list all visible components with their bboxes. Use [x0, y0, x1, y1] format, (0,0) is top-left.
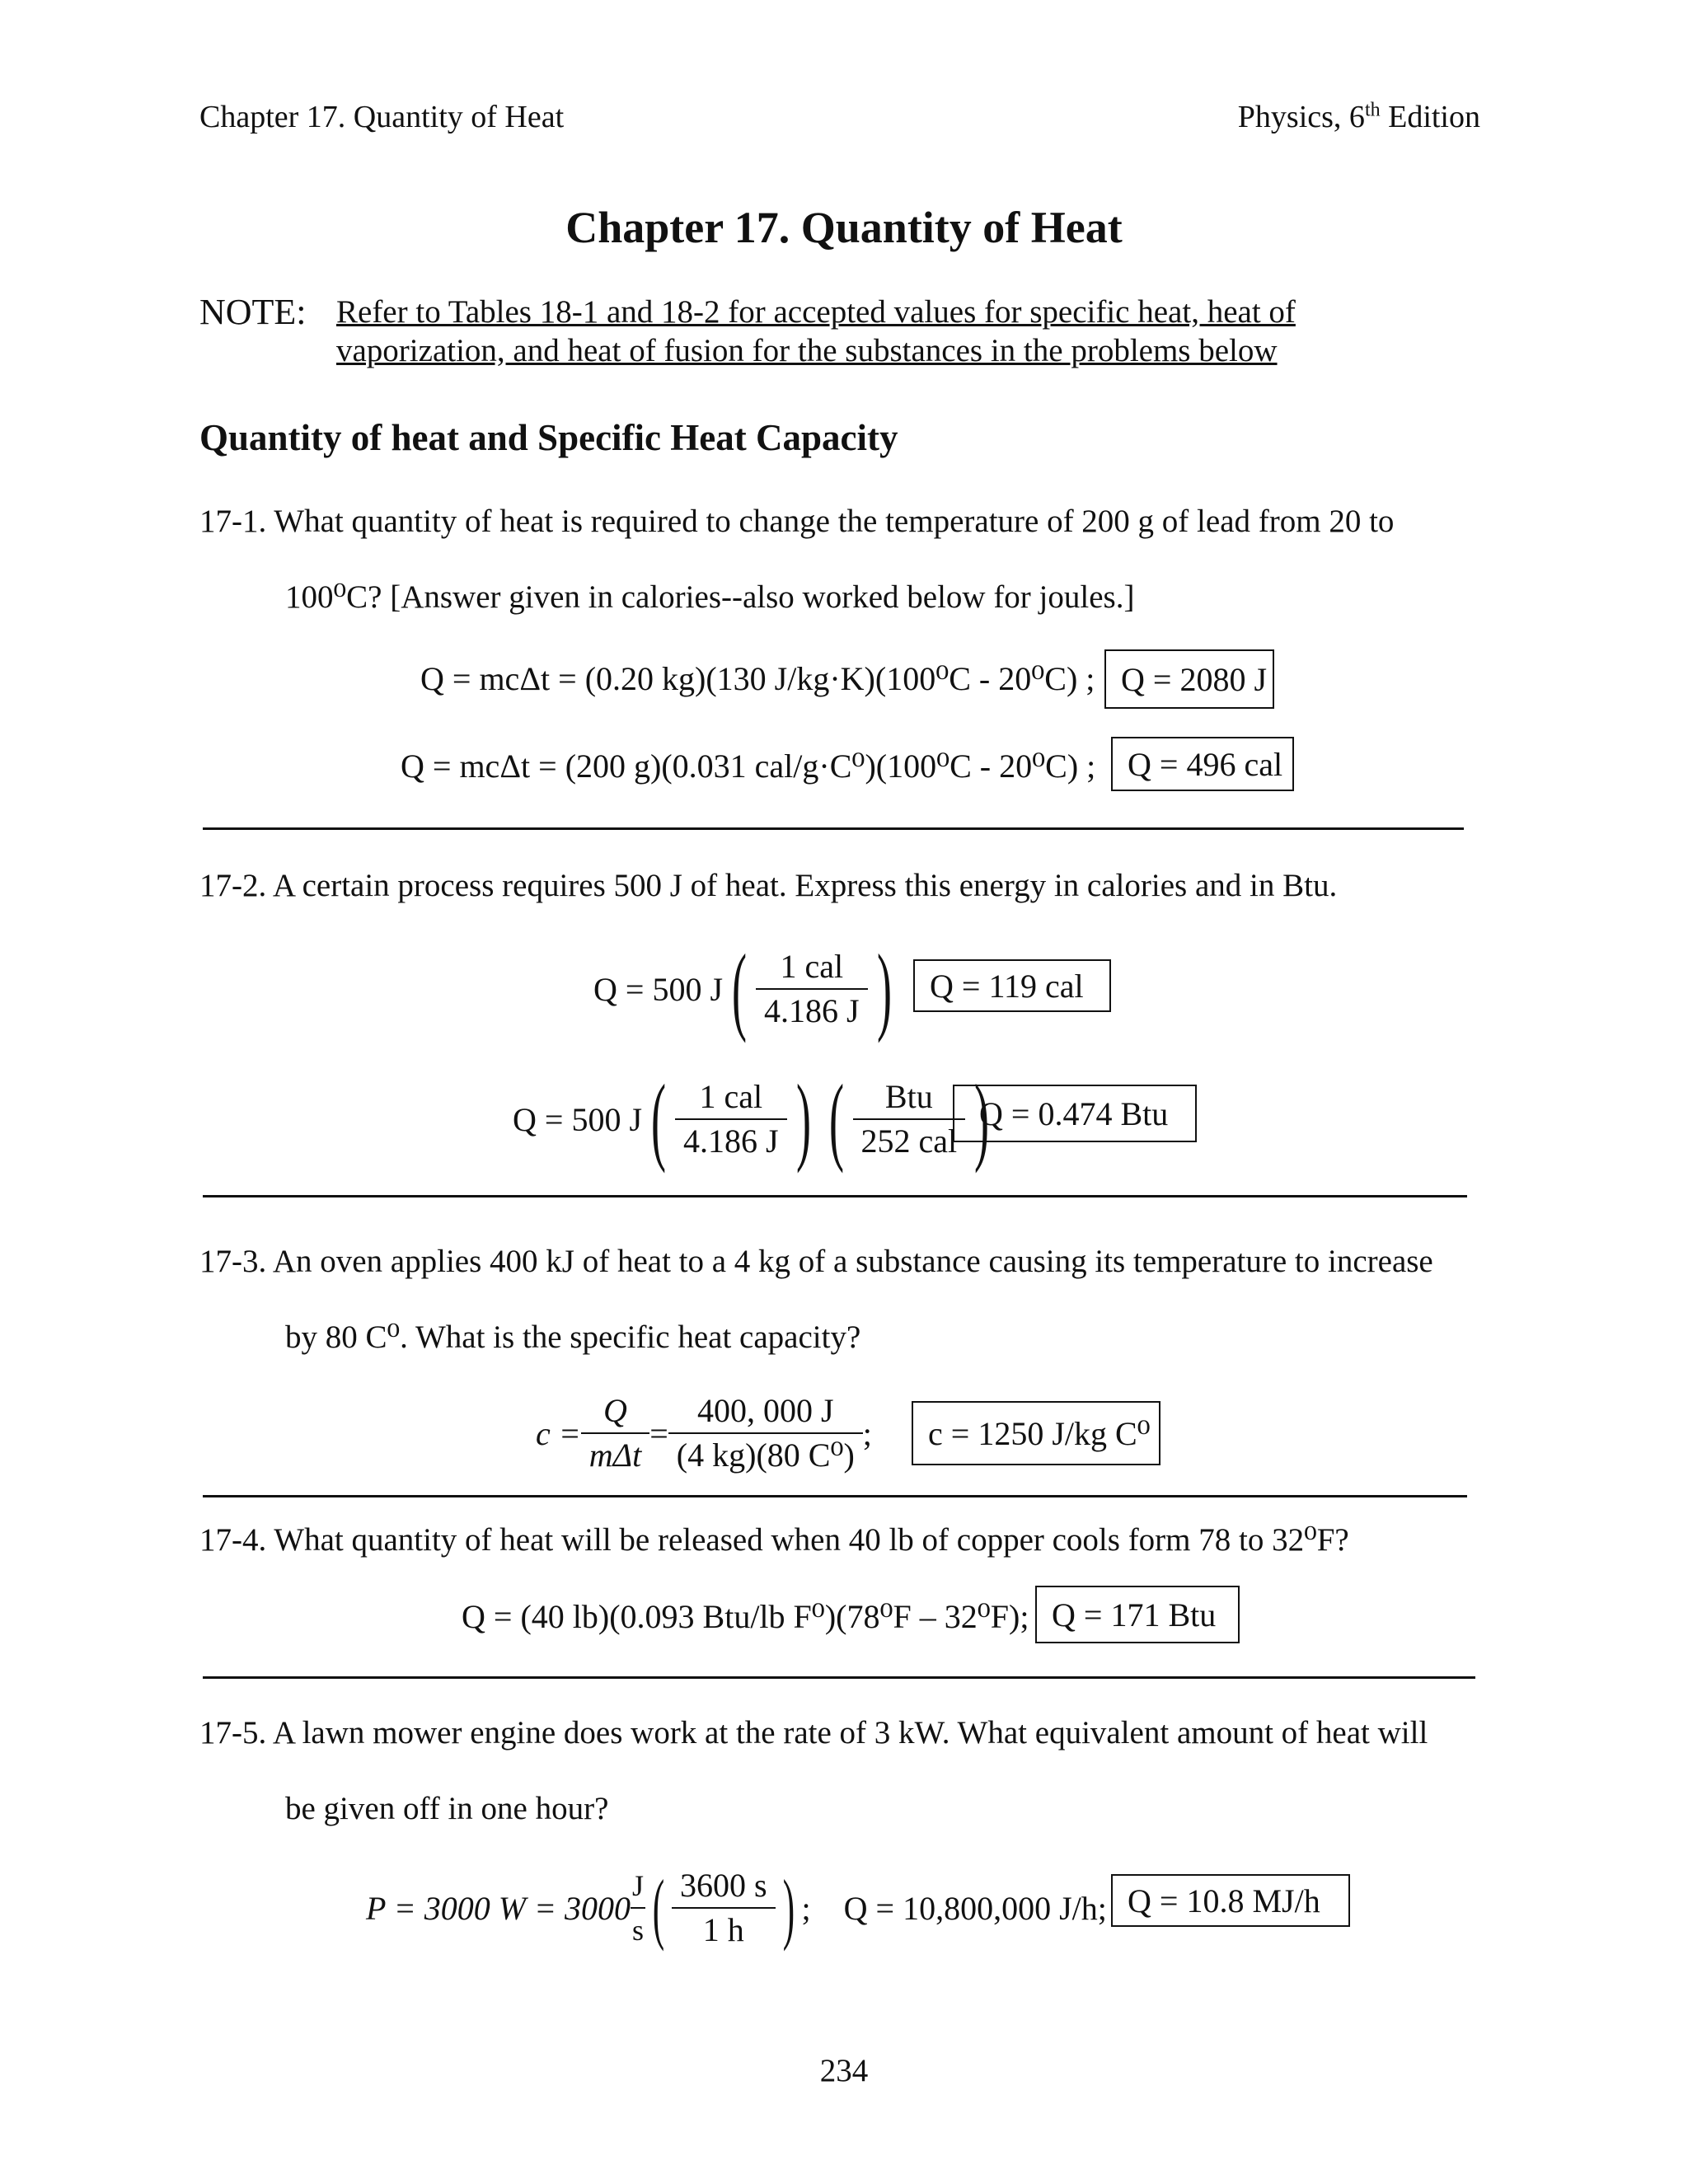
edition-text: Physics, 6	[1237, 100, 1365, 134]
fraction	[756, 945, 868, 1033]
conversion-fraction	[672, 1864, 776, 1952]
fraction-2	[668, 1390, 863, 1477]
problem-17-5-equation	[366, 1864, 1107, 1952]
problem-17-1-line-2: 100⁰C? [Answer given in calories--also worked below for joules.]	[285, 579, 1135, 615]
unit-fraction	[631, 1864, 645, 1952]
problem-17-2-equation-btu	[513, 1064, 998, 1174]
fraction-denominator: s	[632, 1914, 645, 1947]
problem-17-1-equation-joules: Q = mcΔt = (0.20 kg)(130 J/kg·K)(100⁰C - 20⁰C) ;	[420, 660, 1095, 697]
edition-suffix: Edition	[1380, 100, 1480, 134]
fraction-denominator: 4.186 J	[763, 992, 860, 1029]
left-paren: (	[732, 934, 747, 1043]
problem-17-1-answer-calories: Q = 496 cal	[1111, 737, 1294, 791]
fraction-denominator: (4 kg)(80 C⁰)	[676, 1436, 855, 1474]
section-heading: Quantity of heat and Specific Heat Capacity	[199, 417, 898, 458]
problem-17-3-line-1: 17-3. An oven applies 400 kJ of heat to a 4 kg of a substance causing its temperature to increase	[199, 1244, 1433, 1279]
divider	[203, 1676, 1475, 1679]
fraction-numerator: Btu	[853, 1076, 966, 1120]
fraction-numerator: 1 cal	[756, 945, 868, 990]
eq-lhs: c =	[536, 1414, 581, 1452]
fraction-numerator: 1 cal	[675, 1076, 787, 1120]
eq-lhs: Q = 500 J	[593, 970, 724, 1008]
left-paren: (	[652, 1863, 665, 1952]
problem-17-2-line-1: 17-2. A certain process requires 500 J of heat. Express this energy in calories and in Btu.	[199, 868, 1338, 903]
fraction-2	[853, 1076, 966, 1163]
equals-sign: =	[649, 1414, 668, 1452]
problem-17-3-line-2: by 80 C⁰. What is the specific heat capacity?	[285, 1319, 861, 1355]
problem-17-2-equation-calories	[593, 934, 901, 1043]
semicolon: ;	[862, 1414, 872, 1452]
fraction-numerator: Q	[581, 1390, 649, 1434]
problem-17-4-equation: Q = (40 lb)(0.093 Btu/lb F⁰)(78⁰F – 32⁰F);	[462, 1598, 1029, 1635]
note-line-1: Refer to Tables 18-1 and 18-2 for accepted values for specific heat, heat of	[336, 294, 1296, 330]
problem-17-1-equation-calories: Q = mcΔt = (200 g)(0.031 cal/g·C⁰)(100⁰C - 20⁰C) ;	[401, 748, 1096, 785]
fraction-denominator: 4.186 J	[682, 1122, 779, 1160]
problem-17-3-answer: c = 1250 J/kg C⁰	[912, 1401, 1160, 1465]
page-number: 234	[819, 2053, 869, 2088]
note-label: NOTE:	[199, 292, 307, 332]
problem-17-5-line-2: be given off in one hour?	[285, 1791, 609, 1826]
eq-lhs: Q = 500 J	[513, 1100, 643, 1138]
problem-17-2-answer-btu: Q = 0.474 Btu	[953, 1085, 1197, 1142]
divider	[203, 827, 1464, 830]
divider	[203, 1495, 1467, 1497]
problem-17-3-equation	[536, 1390, 872, 1477]
note-line-2: vaporization, and heat of fusion for the substances in the problems below	[336, 333, 1278, 368]
running-header-left: Chapter 17. Quantity of Heat	[199, 100, 565, 134]
fraction-1	[675, 1076, 787, 1163]
problem-17-1-answer-joules: Q = 2080 J	[1104, 649, 1274, 709]
fraction-1	[581, 1390, 649, 1477]
fraction-numerator: 400, 000 J	[668, 1390, 863, 1434]
problem-17-5-line-1: 17-5. A lawn mower engine does work at the rate of 3 kW. What equivalent amount of heat will	[199, 1715, 1428, 1750]
problem-17-4-line-1: 17-4. What quantity of heat will be released when 40 lb of copper cools form 78 to 32⁰F?	[199, 1522, 1349, 1558]
divider	[203, 1195, 1467, 1197]
problem-17-5-answer: Q = 10.8 MJ/h	[1111, 1874, 1350, 1927]
right-paren: )	[782, 1863, 795, 1952]
right-paren: )	[876, 934, 892, 1043]
fraction-denominator: 1 h	[702, 1911, 744, 1948]
fraction-denominator: 252 cal	[860, 1122, 958, 1160]
fraction-numerator: 3600 s	[672, 1864, 776, 1909]
eq-mid: ; Q = 10,800,000 J/h;	[801, 1889, 1107, 1927]
right-paren: )	[974, 1064, 990, 1174]
fraction-numerator: J	[631, 1864, 645, 1909]
edition-superscript: th	[1364, 99, 1381, 121]
fraction-denominator: mΔt	[588, 1436, 642, 1474]
chapter-title: Chapter 17. Quantity of Heat	[565, 203, 1123, 252]
left-paren: (	[651, 1064, 666, 1174]
eq-lhs: P = 3000 W = 3000	[366, 1889, 631, 1927]
problem-17-4-answer: Q = 171 Btu	[1035, 1586, 1240, 1643]
problem-17-1-line-1: 17-1. What quantity of heat is required to change the temperature of 200 g of lead from 20 to	[199, 504, 1395, 539]
running-header-right	[1238, 99, 1480, 135]
right-paren: )	[795, 1064, 811, 1174]
problem-17-2-answer-calories: Q = 119 cal	[913, 959, 1111, 1012]
left-paren: (	[828, 1064, 844, 1174]
